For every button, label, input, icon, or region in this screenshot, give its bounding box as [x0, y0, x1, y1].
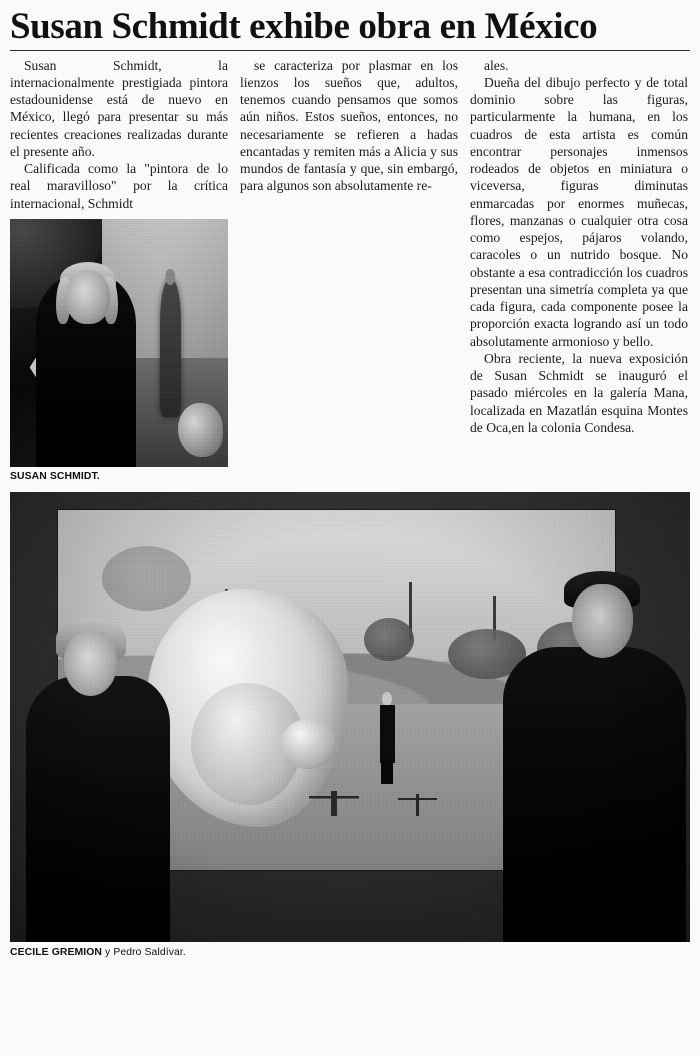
caption-rest: y Pedro Saldívar.	[102, 946, 186, 958]
person-pedro-saldivar	[500, 573, 690, 942]
painted-man	[375, 690, 398, 784]
person-cecile-gremion	[17, 618, 173, 942]
susan-schmidt-portrait	[10, 219, 228, 467]
painted-figure-head	[166, 269, 176, 286]
paragraph: Dueña del dibujo perfecto y de total dominio sobre las figuras, particularmente la humana, en los cuadros de esta artista es común encontrar personajes inmensos rodeados de objetos en miniatura o viceversa, figuras diminutas enmarcadas por enormes muñecas, flores, manzanas o cualquier otra cosa como espejos, pájaros volando, caracoles o un nutrido bosque. No obstante a esa contradicción los cuadros presentan una simetría completa ya que cada figura, cada componente posee la proporción exacta logrando así un todo absolutamente armonioso y bello.	[470, 74, 688, 349]
painted-man-legs	[381, 759, 393, 783]
caption-name: CECILE GREMION	[10, 946, 103, 958]
painted-man-head	[382, 692, 391, 706]
paragraph: Susan Schmidt, la internacionalmente prestigiada pintora estadounidense está de nuevo en México, llegó para presentar su más recientes creaciones realizadas durante el presente año.	[10, 57, 228, 159]
column-1	[10, 57, 228, 482]
headline-divider	[10, 50, 690, 51]
sculpture-object-right	[398, 794, 437, 816]
wide-photo-block	[0, 492, 700, 958]
page-title: Susan Schmidt exhibe obra en México	[10, 6, 598, 47]
painted-man-body	[380, 705, 395, 763]
painted-object	[178, 403, 222, 458]
painted-figure	[160, 279, 181, 418]
column-3	[470, 57, 688, 437]
caption-name: SUSAN SCHMIDT.	[10, 470, 100, 482]
sculpture-object-left	[309, 791, 359, 816]
person-face	[66, 270, 110, 324]
article-columns	[0, 57, 700, 482]
painted-bush	[102, 546, 191, 611]
person-face	[64, 631, 117, 696]
paragraph: se caracteriza por plasmar en los lienzos los sueños que, adultos, tenemos cuando pensamos que somos aún niños. Estos sueños, entonces, no necesariamente se refieren a hadas encantadas y remiten más a Alicia y sus mundos de fantasía y que, sin embargó, para algunos son absolutamente re-	[240, 57, 458, 194]
paragraph: Obra reciente, la nueva exposición de Susan Schmidt se inauguró el pasado miércoles en la galería Mana, localizada en Mazatlán esquina Montes de Oca,en la colonia Condesa.	[470, 350, 688, 435]
painted-sphere	[281, 719, 337, 769]
person-coat	[503, 647, 686, 942]
column-2	[240, 57, 458, 195]
headline-area	[0, 0, 700, 46]
wide-photo-caption	[10, 947, 690, 958]
person-figure	[36, 274, 136, 467]
cecile-gremion-and-pedro-saldivar	[10, 492, 690, 942]
person-coat	[26, 676, 170, 942]
paragraph: ales.	[484, 57, 509, 73]
portrait-caption	[10, 471, 228, 482]
paragraph: Calificada como la "pintora de lo real maravilloso" por la crítica internacional, Schmidt	[10, 161, 228, 211]
person-face	[572, 584, 633, 658]
portrait-photo-block	[10, 219, 228, 482]
